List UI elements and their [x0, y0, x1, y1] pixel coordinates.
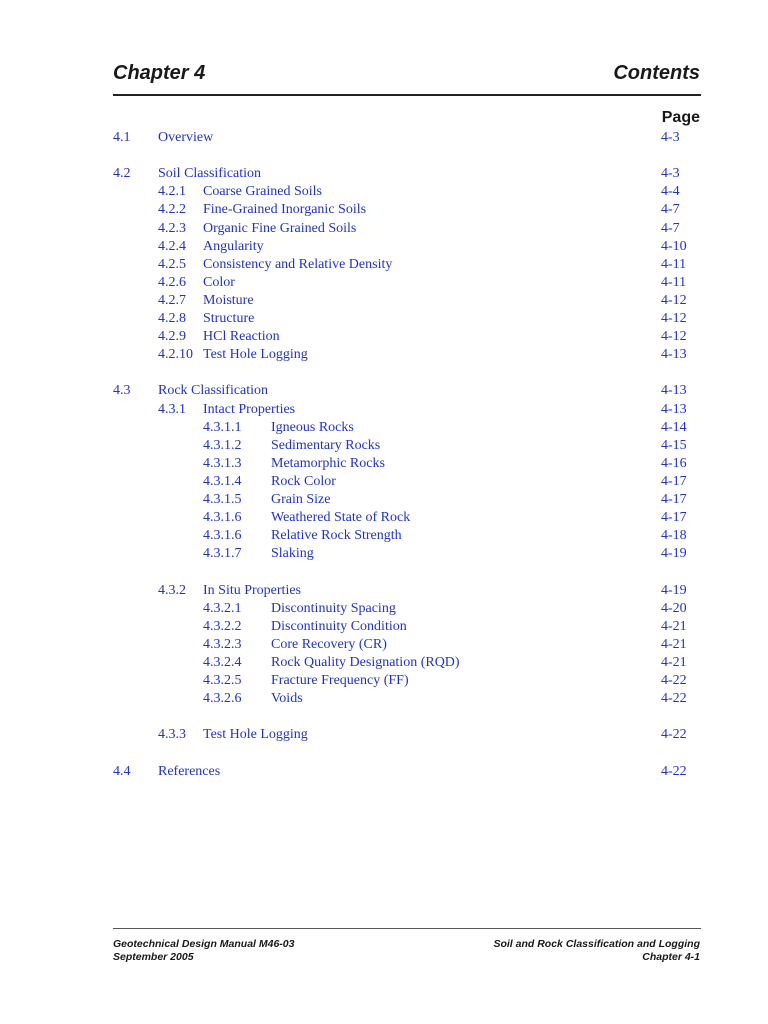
toc-entry[interactable]	[0, 256, 768, 274]
toc-section-title[interactable]: Relative Rock Strength	[271, 528, 402, 544]
contents-title: Contents	[613, 62, 700, 84]
toc-page-number[interactable]: 4-10	[661, 238, 687, 254]
toc-page-number[interactable]: 4-21	[661, 654, 687, 670]
footer-right	[493, 938, 700, 964]
toc-section-number: 4.3.2.6	[203, 691, 242, 707]
toc-section-title[interactable]: Fracture Frequency (FF)	[271, 673, 409, 688]
toc-entry[interactable]	[0, 238, 768, 256]
toc-entry[interactable]	[0, 636, 768, 654]
toc-page-number[interactable]: 4-18	[661, 528, 687, 544]
toc-section-number: 4.3.1.5	[203, 492, 242, 507]
toc-section-number: 4.2.4	[158, 238, 186, 254]
toc-section-number: 4.3.3	[158, 727, 186, 743]
toc-entry[interactable]	[0, 509, 768, 527]
toc-page-number[interactable]: 4-17	[661, 473, 687, 489]
toc-section-number: 4.3	[113, 383, 131, 399]
toc-section-title[interactable]: Organic Fine Grained Soils	[203, 220, 357, 236]
toc-section-number: 4.2.8	[158, 311, 186, 326]
toc-section-title[interactable]: Discontinuity Condition	[271, 618, 407, 634]
toc-entry[interactable]	[0, 527, 768, 545]
toc-page-number[interactable]: 4-17	[661, 510, 687, 526]
toc-section-number: 4.2.3	[158, 220, 186, 236]
toc-section-number: 4.3.1.6	[203, 528, 242, 544]
toc-entry[interactable]	[0, 763, 768, 781]
toc-page-number[interactable]: 4-13	[661, 383, 687, 399]
toc-entry[interactable]	[0, 401, 768, 419]
toc-section-number: 4.2.7	[158, 292, 186, 308]
toc-section-title[interactable]: Sedimentary Rocks	[271, 437, 381, 453]
toc-section-number: 4.3.2	[158, 582, 186, 598]
toc-page-number[interactable]: 4-3	[661, 130, 680, 145]
toc-entry[interactable]	[0, 183, 768, 201]
toc-section-title[interactable]: Structure	[203, 311, 255, 326]
toc-section-number: 4.1	[113, 130, 131, 145]
toc-entry[interactable]	[0, 491, 768, 509]
toc-section-title[interactable]: Fine-Grained Inorganic Soils	[203, 202, 367, 218]
toc-section-title[interactable]: Moisture	[203, 292, 254, 308]
toc-page-number[interactable]: 4-22	[661, 673, 687, 688]
toc-page-number[interactable]: 4-16	[661, 455, 687, 471]
toc-section-title[interactable]: Test Hole Logging	[203, 347, 308, 363]
toc-section-number: 4.3.2.1	[203, 600, 242, 616]
toc-section-title[interactable]: Metamorphic Rocks	[271, 455, 385, 471]
footer-chapter-title: Soil and Rock Classification and Logging	[493, 938, 700, 950]
toc-page-number[interactable]: 4-21	[661, 636, 687, 652]
toc-page-number[interactable]: 4-17	[661, 492, 687, 507]
toc-entry[interactable]	[0, 310, 768, 328]
toc-entry[interactable]	[0, 419, 768, 437]
footer-rule	[113, 928, 701, 929]
toc-page-number[interactable]: 4-15	[661, 437, 687, 453]
toc-section-number: 4.2.10	[158, 347, 193, 363]
toc-page-number[interactable]: 4-11	[661, 274, 687, 290]
toc-entry[interactable]	[0, 545, 768, 563]
toc-section-number: 4.2	[113, 166, 131, 182]
toc-page-number[interactable]: 4-22	[661, 763, 687, 779]
toc-section-title[interactable]: Weathered State of Rock	[271, 510, 411, 526]
toc-section-title[interactable]: Rock Classification	[158, 383, 269, 399]
toc-section-title[interactable]: Angularity	[203, 238, 264, 254]
chapter-title: Chapter 4	[113, 62, 206, 84]
footer-page-number: Chapter 4-1	[642, 951, 700, 963]
toc-entry[interactable]	[0, 346, 768, 364]
toc-entry[interactable]	[0, 618, 768, 636]
toc-entry[interactable]	[0, 437, 768, 455]
toc-section-title[interactable]: Rock Color	[271, 473, 336, 489]
toc-page-number[interactable]: 4-21	[661, 618, 687, 634]
toc-page-number[interactable]: 4-12	[661, 329, 687, 345]
toc-section-number: 4.3.2.3	[203, 636, 242, 652]
toc-entry[interactable]	[0, 726, 768, 744]
toc-entry[interactable]	[0, 690, 768, 708]
toc-page-number[interactable]: 4-13	[661, 401, 687, 417]
toc-page-number[interactable]: 4-7	[661, 220, 680, 236]
footer-date: September 2005	[113, 951, 194, 963]
footer-manual-title: Geotechnical Design Manual M46-03	[113, 938, 295, 950]
page-column-label: Page	[661, 109, 700, 126]
toc-section-title[interactable]: Coarse Grained Soils	[203, 184, 322, 200]
toc-section-number: 4.3.1.4	[203, 473, 242, 489]
toc-section-number: 4.4	[113, 763, 131, 779]
toc-section-number: 4.3.1.6	[203, 510, 242, 526]
toc-page-number[interactable]: 4-19	[661, 546, 687, 562]
toc-section-title[interactable]: Grain Size	[271, 492, 331, 507]
toc-section-number: 4.2.6	[158, 274, 186, 290]
toc-section-title[interactable]: Rock Quality Designation (RQD)	[271, 654, 460, 670]
toc-entry[interactable]	[0, 582, 768, 600]
page-header	[113, 62, 700, 92]
toc-page-number[interactable]: 4-11	[661, 256, 687, 272]
toc-entry[interactable]	[0, 382, 768, 400]
toc-section-number: 4.2.9	[158, 329, 186, 345]
toc-entry[interactable]	[0, 129, 768, 147]
toc-section-title[interactable]: Core Recovery (CR)	[271, 636, 387, 652]
toc-entry[interactable]	[0, 220, 768, 238]
toc-section-title[interactable]: HCl Reaction	[203, 329, 280, 345]
toc-entry[interactable]	[0, 165, 768, 183]
toc-entry[interactable]	[0, 600, 768, 618]
toc-entry[interactable]	[0, 654, 768, 672]
footer-left	[113, 938, 294, 964]
toc-section-title[interactable]: Intact Properties	[203, 401, 296, 417]
toc-page-number[interactable]: 4-19	[661, 582, 687, 598]
toc-section-title[interactable]: In Situ Properties	[203, 582, 301, 598]
toc-entry[interactable]	[0, 455, 768, 473]
toc-page-number[interactable]: 4-20	[661, 600, 687, 616]
toc-section-title[interactable]: Igneous Rocks	[271, 419, 354, 435]
toc-section-title[interactable]: References	[158, 763, 221, 779]
toc-section-title[interactable]: Test Hole Logging	[203, 727, 308, 743]
toc-page-number[interactable]: 4-22	[661, 727, 687, 743]
toc-section-number: 4.3.2.4	[203, 654, 242, 670]
toc-section-number: 4.3.1.1	[203, 419, 242, 435]
toc-section-number: 4.2.2	[158, 202, 186, 218]
toc-page-number[interactable]: 4-4	[661, 184, 680, 200]
toc-page-number[interactable]: 4-3	[661, 166, 680, 182]
toc-entry[interactable]	[0, 473, 768, 491]
toc-section-number: 4.3.1.7	[203, 546, 242, 562]
toc-section-number: 4.2.5	[158, 256, 186, 272]
toc-section-number: 4.3.1.2	[203, 437, 242, 453]
toc-section-title[interactable]: Voids	[271, 691, 303, 707]
toc-entry[interactable]	[0, 328, 768, 346]
toc-entry[interactable]	[0, 201, 768, 219]
toc-section-title[interactable]: Slaking	[271, 546, 314, 562]
toc-section-number: 4.3.1.3	[203, 455, 242, 471]
toc-page-number[interactable]: 4-12	[661, 292, 687, 308]
toc-section-number: 4.2.1	[158, 184, 186, 200]
toc-section-number: 4.3.2.2	[203, 618, 242, 634]
header-rule	[113, 94, 701, 96]
toc-page-number[interactable]: 4-22	[661, 691, 687, 707]
toc-section-title[interactable]: Soil Classification	[158, 166, 262, 182]
toc-section-title[interactable]: Overview	[158, 130, 214, 145]
toc-section-title[interactable]: Discontinuity Spacing	[271, 600, 396, 616]
toc-section-title[interactable]: Color	[203, 274, 235, 290]
toc-page-number[interactable]: 4-13	[661, 347, 687, 363]
toc-entry[interactable]	[0, 672, 768, 690]
toc-page-number[interactable]: 4-7	[661, 202, 680, 218]
toc-entry[interactable]	[0, 292, 768, 310]
toc-section-number: 4.3.1	[158, 401, 186, 417]
toc-page-number[interactable]: 4-12	[661, 311, 687, 326]
toc-section-title[interactable]: Consistency and Relative Density	[203, 256, 393, 272]
toc-section-number: 4.3.2.5	[203, 673, 242, 688]
toc-entry[interactable]	[0, 274, 768, 292]
toc-page-number[interactable]: 4-14	[661, 419, 687, 435]
